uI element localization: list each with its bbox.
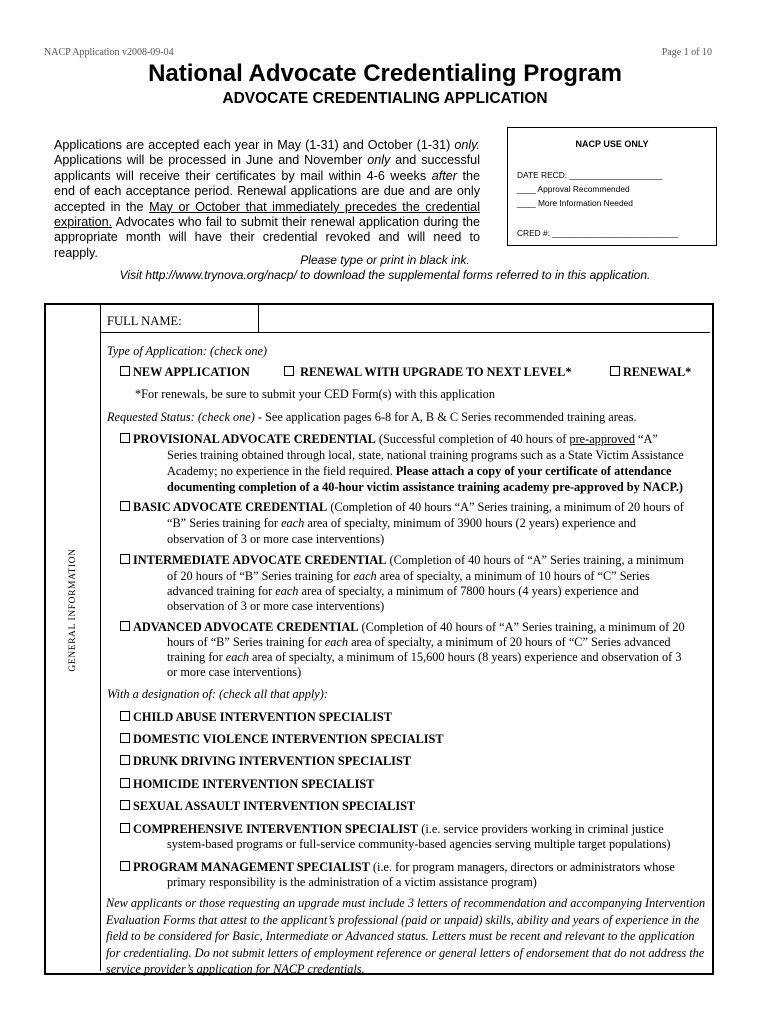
intermediate-description-line: of 20 hours of “B” Series training for each area of specialty, a minimum of 10 hours of “C” Series [167,569,650,583]
designation-sexual-assault[interactable]: SEXUAL ASSAULT INTERVENTION SPECIALIST [120,798,415,815]
basic-checkbox[interactable] [120,501,130,511]
full-name-label: FULL NAME: [107,314,182,328]
designation-domestic-violence[interactable]: DOMESTIC VIOLENCE INTERVENTION SPECIALIST [120,731,444,748]
child-abuse-checkbox[interactable] [120,711,130,721]
sidebar-divider [100,305,101,971]
renewal-option[interactable]: RENEWAL* [610,364,691,381]
advanced-description-line: hours of “B” Series training for each area of specialty, a minimum of 20 hours of “C” Series advanced [167,635,671,649]
intermediate-description-line: advanced training for each area of specialty, a minimum of 7800 hours (4 years) experience and [167,584,639,598]
advanced-description-line: or more case interventions) [167,665,302,679]
section-label-general-information: GENERAL INFORMATION [68,548,78,672]
provisional-credential-option[interactable]: PROVISIONAL ADVOCATE CREDENTIAL (Successful completion of 40 hours of pre-approved “A” [120,431,658,448]
designation-program-management[interactable]: PROGRAM MANAGEMENT SPECIALIST (i.e. for program managers, directors or administrators whose [120,859,675,876]
requested-status-label: Requested Status: (check one) - See application pages 6-8 for A, B & C Series recommended training areas. [107,410,637,424]
cred-number-field: CRED #: ___________________________ [517,228,679,238]
approval-recommended-field: ____ Approval Recommended [517,184,630,194]
intermediate-checkbox[interactable] [120,554,130,564]
provisional-description-line: Series training obtained through local, state, national training programs such as a State Victim Assistance [167,448,684,462]
program-management-checkbox[interactable] [120,861,130,871]
advanced-description-line: training for each area of specialty, a minimum of 15,600 hours (8 years) experience and observation of 3 [167,650,682,664]
full-name-divider [258,305,259,332]
basic-description-line: observation of 3 or more case interventions) [167,532,385,546]
designation-comprehensive[interactable]: COMPREHENSIVE INTERVENTION SPECIALIST (i.e. service providers working in criminal justice [120,821,664,838]
new-application-checkbox[interactable] [120,366,130,376]
more-info-needed-field: ____ More Information Needed [517,198,633,208]
recommendation-letters-note: New applicants or those requesting an upgrade must include 3 letters of recommendation and accompanying Intervention Evaluation Forms that attest to the applicant’s professional (paid or unpaid) skills, ability and years of experience in the field to be considered for Basic, Intermediate or Advanced status. Letters must be recent and relevant to the application for credentialing. Do not submit letters of employment reference or general letters of endorsement that do not address the service provider’s application for NACP credentials. [106,896,706,977]
basic-credential-option[interactable]: BASIC ADVOCATE CREDENTIAL (Completion of 40 hours “A” Series training, a minimum of 20 hours of [120,499,684,516]
designation-label: With a designation of: (check all that apply): [107,687,328,701]
sexual-assault-checkbox[interactable] [120,800,130,810]
new-application-option[interactable]: NEW APPLICATION [120,364,250,381]
ink-instruction: Please type or print in black ink. [300,253,470,267]
program-management-description-line: primary responsibility is the administration of a victim assistance program) [167,875,537,889]
renewal-checkbox[interactable] [610,366,620,376]
date-recd-field: DATE RECD: ____________________ [517,170,663,180]
homicide-checkbox[interactable] [120,778,130,788]
nacp-box-title: NACP USE ONLY [575,139,649,149]
comprehensive-checkbox[interactable] [120,823,130,833]
provisional-checkbox[interactable] [120,433,130,443]
basic-description-line: “B” Series training for each area of specialty, minimum of 3900 hours (2 years) experience and [167,516,637,530]
nacp-use-only-box [507,127,717,246]
comprehensive-description-line: system-based programs or full-service community-based agencies serving multiple target populations) [167,837,671,851]
designation-homicide[interactable]: HOMICIDE INTERVENTION SPECIALIST [120,776,374,793]
full-name-input[interactable] [262,307,706,331]
page-subtitle: ADVOCATE CREDENTIALING APPLICATION [222,90,548,107]
domestic-violence-checkbox[interactable] [120,733,130,743]
renewal-upgrade-option[interactable]: RENEWAL WITH UPGRADE TO NEXT LEVEL* [284,364,571,381]
intermediate-description-line: observation of 3 or more case interventions) [167,599,385,613]
drunk-driving-checkbox[interactable] [120,755,130,765]
version-label: NACP Application v2008-09-04 [44,47,174,58]
advanced-credential-option[interactable]: ADVANCED ADVOCATE CREDENTIAL (Completion of 40 hours of “A” Series training, a minimum of 20 [120,619,685,636]
renewal-upgrade-checkbox[interactable] [284,366,294,376]
designation-child-abuse[interactable]: CHILD ABUSE INTERVENTION SPECIALIST [120,709,392,726]
intro-paragraph: Applications are accepted each year in May (1-31) and October (1-31) only. Applications will be processed in June and November only and successful applicants will receive their certificates by mail within 4-6 weeks after the end of each acceptance period. Renewal applications are due and are only accepted in the May or October that immediately precedes the credential expiration. Advocates who fail to submit their renewal application during the appropriate month will have their credential revoked and will need to reapply. [54,138,480,260]
supplemental-forms-instruction: Visit http://www.trynova.org/nacp/ to download the supplemental forms referred to in this application. [119,268,651,282]
provisional-description-line: Academy; no experience in the field required. Please attach a copy of your certificate of attendance [167,464,672,478]
intermediate-credential-option[interactable]: INTERMEDIATE ADVOCATE CREDENTIAL (Completion of 40 hours of “A” Series training, a minimum [120,552,684,569]
designation-drunk-driving[interactable]: DRUNK DRIVING INTERVENTION SPECIALIST [120,753,411,770]
renewal-note: *For renewals, be sure to submit your CED Form(s) with this application [135,387,495,401]
page-number: Page 1 of 10 [661,47,712,58]
application-type-label: Type of Application: (check one) [107,344,268,358]
page-title: National Advocate Credentialing Program [148,60,622,87]
advanced-checkbox[interactable] [120,621,130,631]
provisional-description-line: documenting completion of a 40-hour victim assistance training academy pre-approved by NACP.) [167,480,684,494]
